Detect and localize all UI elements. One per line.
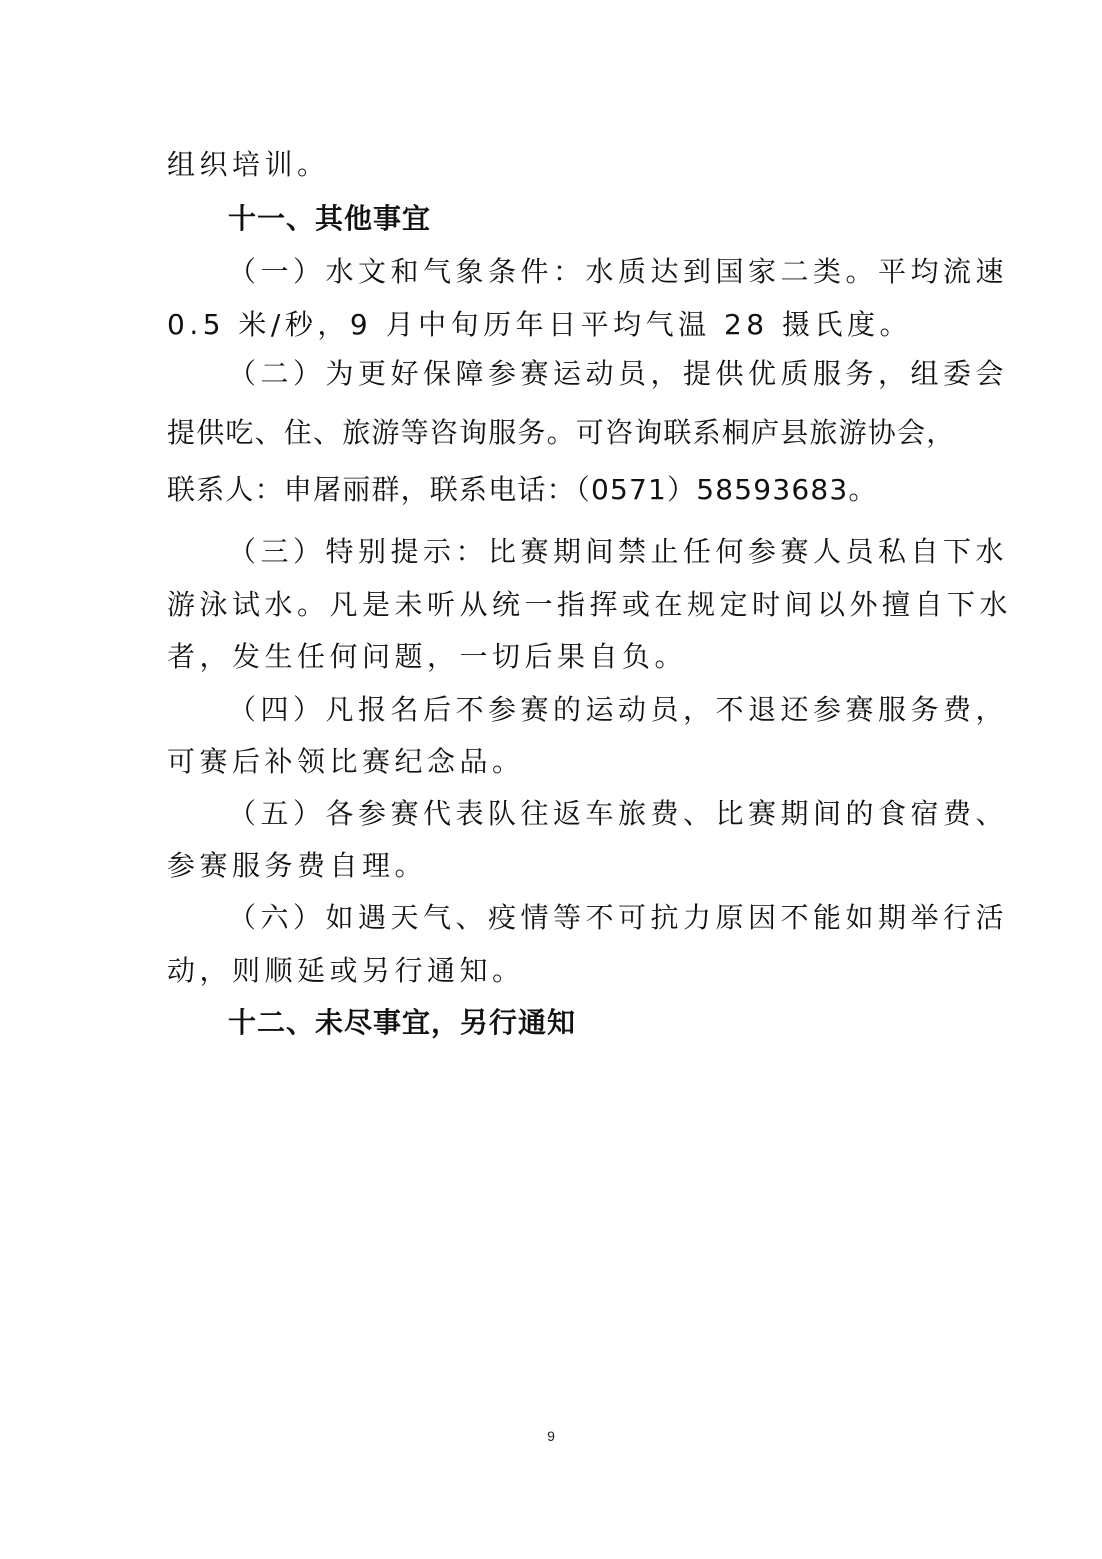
paragraph-line: 参赛服务费自理。 <box>167 849 428 882</box>
section-heading-11: 十一、其他事宜 <box>228 202 432 235</box>
paragraph-line: （一）水文和气象条件：水质达到国家二类。平均流速 <box>228 255 1009 288</box>
page-number: 9 <box>547 1428 555 1444</box>
paragraph-line: （五）各参赛代表队往返车旅费、比赛期间的食宿费、 <box>228 797 1009 830</box>
paragraph-line: 动，则顺延或另行通知。 <box>167 954 525 987</box>
paragraph-line: （六）如遇天气、疫情等不可抗力原因不能如期举行活 <box>228 901 1009 934</box>
paragraph-line: 提供吃、住、旅游等咨询服务。可咨询联系桐庐县旅游协会， <box>167 416 956 449</box>
paragraph-line: 游泳试水。凡是未听从统一指挥或在规定时间以外擅自下水 <box>167 588 1013 621</box>
paragraph-line: 可赛后补领比赛纪念品。 <box>167 745 525 778</box>
paragraph-line: （二）为更好保障参赛运动员，提供优质服务，组委会 <box>228 357 1009 390</box>
paragraph-line: 联系人：申屠丽群，联系电话：（0571）58593683。 <box>167 473 878 506</box>
section-heading-12: 十二、未尽事宜，另行通知 <box>228 1006 577 1039</box>
paragraph-line: （四）凡报名后不参赛的运动员，不退还参赛服务费， <box>228 693 1009 726</box>
paragraph-line: 者，发生任何问题，一切后果自负。 <box>167 640 688 673</box>
paragraph-line: （三）特别提示：比赛期间禁止任何参赛人员私自下水 <box>228 535 1009 568</box>
paragraph-line: 0.5 米/秒，9 月中旬历年日平均气温 28 摄氏度。 <box>167 308 913 341</box>
paragraph-line: 组织培训。 <box>167 148 330 181</box>
